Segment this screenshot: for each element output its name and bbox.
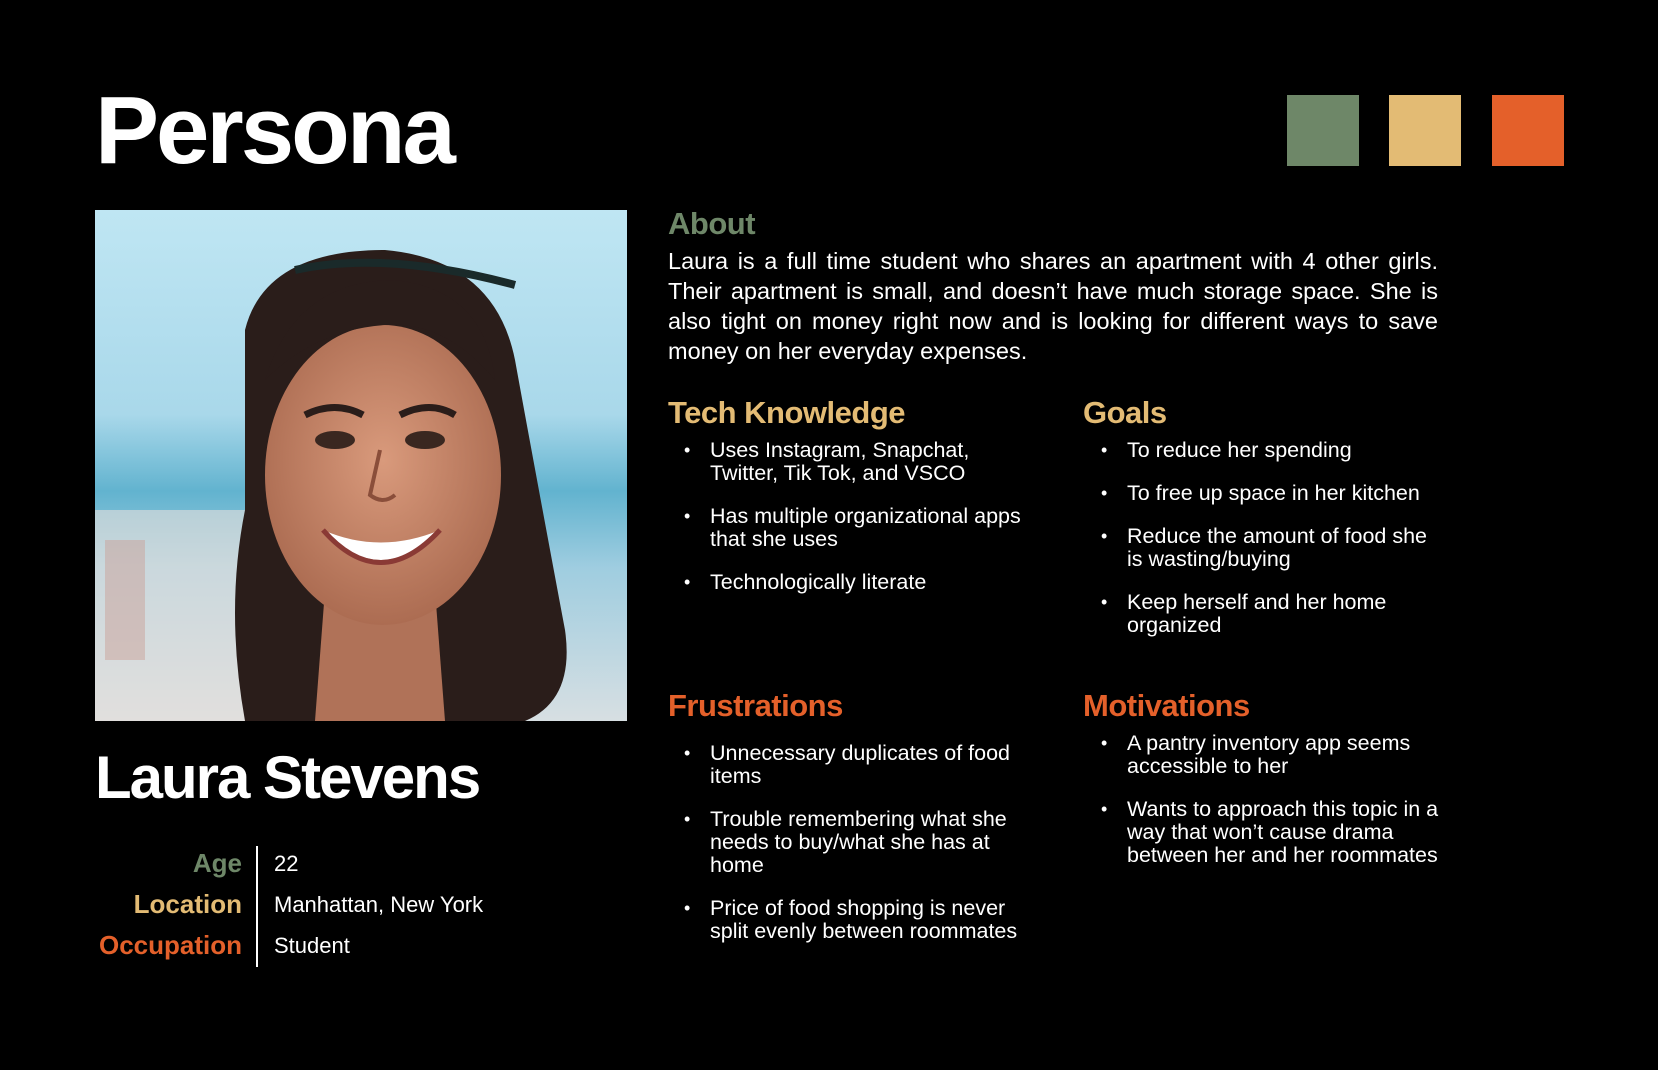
- bullet-item: • Unnecessary duplicates of food items: [668, 742, 1028, 788]
- bullet-item: • Uses Instagram, Snapchat, Twitter, Tik Tok, and VSCO: [668, 439, 1028, 485]
- tech-knowledge-title: Tech Knowledge: [668, 395, 906, 430]
- info-values: [274, 843, 483, 966]
- location-label: Location: [133, 889, 242, 919]
- goals-list: [1085, 439, 1445, 657]
- bullet-item: • Wants to approach this topic in a way that won’t cause drama between her and her roommates: [1085, 798, 1445, 867]
- about-text: Laura is a full time student who shares an apartment with 4 other girls. Their apartment is small, and doesn’t have much storage space. She is also tight on money right now and is looking for different ways to save money on her everyday expenses.: [668, 248, 1438, 364]
- age-label: Age: [192, 848, 242, 878]
- location-value: Manhattan, New York: [274, 892, 484, 917]
- page-title: Persona: [95, 77, 453, 184]
- bullet-item: • Has multiple organizational apps that she uses: [668, 505, 1028, 551]
- info-labels: [80, 843, 242, 966]
- frustrations-title: Frustrations: [668, 688, 843, 723]
- bullet-item: • Trouble remembering what she needs to buy/what she has at home: [668, 808, 1028, 877]
- age-value: 22: [274, 851, 299, 876]
- bullet-item: • A pantry inventory app seems accessible to her: [1085, 732, 1445, 778]
- bullet-item: • To reduce her spending: [1085, 439, 1445, 462]
- bullet-item: • Keep herself and her home organized: [1085, 591, 1445, 637]
- color-swatch-orange: [1492, 95, 1564, 166]
- bullet-item: • Technologically literate: [668, 571, 1028, 594]
- frustrations-list: [668, 742, 1028, 963]
- motivations-title: Motivations: [1083, 688, 1250, 723]
- tech-knowledge-list: [668, 439, 1028, 614]
- info-divider: [256, 846, 258, 967]
- occupation-value: Student: [274, 933, 350, 958]
- motivations-list: [1085, 732, 1445, 887]
- bullet-item: • Price of food shopping is never split evenly between roommates: [668, 897, 1028, 943]
- persona-name: Laura Stevens: [95, 744, 480, 811]
- persona-photo: [95, 210, 627, 721]
- goals-title: Goals: [1083, 395, 1167, 430]
- bullet-item: • To free up space in her kitchen: [1085, 482, 1445, 505]
- bullet-item: • Reduce the amount of food she is wasting/buying: [1085, 525, 1445, 571]
- about-title: About: [668, 206, 756, 241]
- color-swatch-green: [1287, 95, 1359, 166]
- color-swatch-gold: [1389, 95, 1461, 166]
- occupation-label: Occupation: [98, 930, 242, 960]
